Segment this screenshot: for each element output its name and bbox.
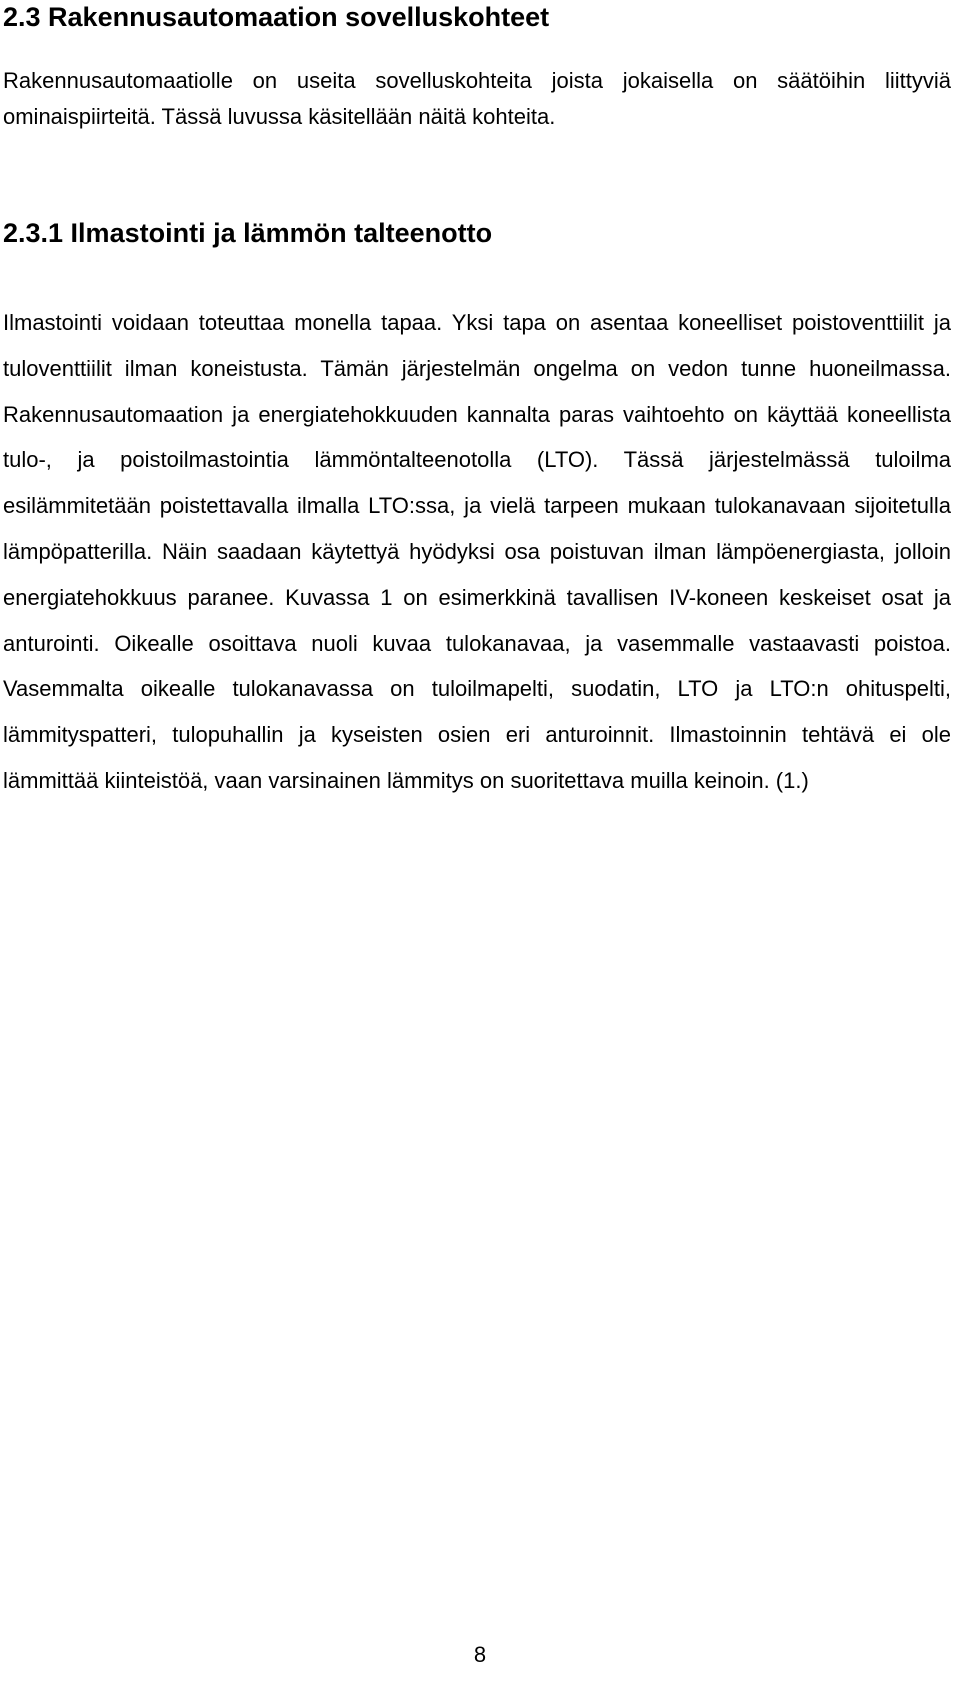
page-number: 8 bbox=[473, 1642, 487, 1667]
intro-paragraph: Rakennusautomaatiolle on useita sovelluskohteita joista jokaisella on säätöihin liittyviä ominaispiirteitä. Tässä luvussa käsitellään näitä kohteita. bbox=[3, 68, 951, 129]
body-paragraph: Ilmastointi voidaan toteuttaa monella tapaa. Yksi tapa on asentaa koneelliset poistoventtiilit ja tuloventtiilit ilman koneistusta. Tämän järjestelmän ongelma on vedon tunne huoneilmassa. Rakennusautomaation ja energiatehokkuuden kannalta paras vaihtoehto on käyttää koneellista tulo-, ja poistoilmastointia lämmöntalteenotolla (LTO). Tässä järjestelmässä tuloilma esilämmitetään poistettavalla ilmalla LTO:ssa, ja vielä tarpeen mukaan tulokanavaan sijoitetulla lämpöpatterilla. Näin saadaan käytettyä hyödyksi osa poistuvan ilman lämpöenergiasta, jolloin energiatehokkuus paranee. Kuvassa 1 on esimerkkinä tavallisen IV-koneen keskeiset osat ja anturointi. Oikealle osoittava nuoli kuvaa tulokanavaa, ja vasemmalle vastaavasti poistoa. Vasemmalta oikealle tulokanavassa on tuloilmapelti, suodatin, LTO ja LTO:n ohituspelti, lämmityspatteri, tulopuhallin ja kyseisten osien eri anturoinnit. Ilmastoinnin tehtävä ei ole lämmittää kiinteistöä, vaan varsinainen lämmitys on suoritettava muilla keinoin. (1.) bbox=[3, 310, 951, 793]
section-heading: 2.3 Rakennusautomaation sovelluskohteet bbox=[3, 2, 550, 32]
subsection-heading: 2.3.1 Ilmastointi ja lämmön talteenotto bbox=[3, 218, 493, 248]
